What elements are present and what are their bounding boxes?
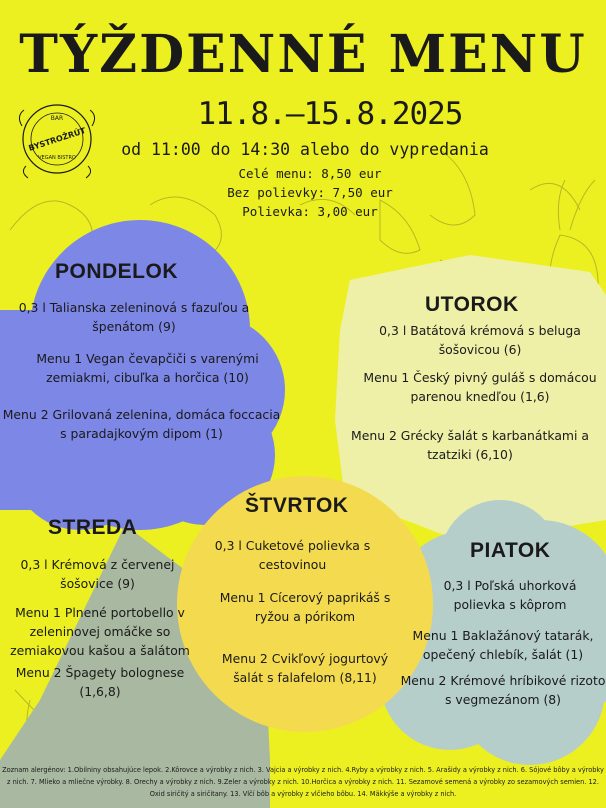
allergen-list: Zoznam alergénov: 1.Obilniny obsahujúce lepok. 2.Kôrovce a výrobky z nich. 3. Vajcia a výrobky z nich. 4.Ryby a výrobky z nich. 5. Arašidy a výrobky z nich. 6. Sójové bôby a výrobky z nich. 7. Mlieko a mliečne výrobky. 8. Orechy a výrobky z nich. 9.Zeler a výrobky z nich. 10.Horčica a výrobky z nich. 11. Sezamové semená a výrobky zo sezamových semien. 12. Oxid siričitý a siričitany. 13. Vlčí bôb a výrobky z vlčieho bôbu. 14. Mäkkýše a výrobky z nich. [2, 766, 604, 798]
thursday-menu-2: Menu 2 Cvikľový jogurtový šalát s falafelom (8,11) [221, 651, 389, 685]
monday-title: PONDELOK [55, 260, 179, 283]
monday-soup: 0,3 l Talianska zeleninová s fazuľou a špenátom (9) [18, 300, 250, 334]
wednesday-soup: 0,3 l Krémová z červenej šošovice (9) [20, 557, 175, 591]
logo-name: BYSTROŽRÚT [27, 125, 87, 153]
friday-title: PIATOK [470, 539, 551, 562]
logo-sub-text: VEGAN BISTRO [38, 155, 76, 161]
monday-menu-1: Menu 1 Vegan čevapčiči s varenými zemiakmi, cibuľka a horčica (10) [36, 351, 259, 385]
tuesday-menu-1: Menu 1 Český pivný guláš s domácou parenou knedľou (1,6) [363, 370, 597, 404]
friday-menu-2: Menu 2 Krémové hríbikové rizoto s vegmezánom (8) [400, 673, 606, 707]
friday-menu-1: Menu 1 Baklažánový tatarák, opečený chlebík, šalát (1) [412, 628, 594, 662]
price-soup: Polievka: 3,00 eur [242, 204, 378, 219]
price-without-soup: Bez polievky: 7,50 eur [227, 185, 393, 200]
price-full-menu: Celé menu: 8,50 eur [238, 166, 382, 181]
price-list [200, 164, 420, 221]
page-title: TÝŽDENNÉ MENU [19, 24, 587, 85]
monday-menu-2: Menu 2 Grilovaná zelenina, domáca foccacia s paradajkovým dipom (1) [2, 407, 281, 441]
friday-soup: 0,3 l Poľská uhorková polievka s kôprom [443, 578, 577, 612]
opening-hours: od 11:00 do 14:30 alebo do vypredania [121, 140, 489, 159]
thursday-menu-1: Menu 1 Cícerový paprikáš s ryžou a pórikom [219, 590, 391, 624]
bistro-logo [14, 96, 100, 182]
tuesday-title: UTOROK [425, 293, 519, 316]
tuesday-menu-2: Menu 2 Grécky šalát s karbanátkami a tzatziki (6,10) [351, 428, 589, 462]
wednesday-menu-1: Menu 1 Plnené portobello v zeleninovej omáčke so zemiakovou kašou a šalátom [10, 605, 190, 658]
thursday-title: ŠTVRTOK [245, 494, 349, 517]
wednesday-title: STREDA [48, 516, 138, 539]
tuesday-soup: 0,3 l Batátová krémová s beluga šošovicou (6) [379, 323, 581, 357]
thursday-soup: 0,3 l Cuketové polievka s cestovinou [214, 538, 371, 572]
logo-top-text: BAR [50, 115, 64, 122]
wednesday-menu-2: Menu 2 Špagety bolognese (1,6,8) [15, 665, 185, 699]
date-range: 11.8.–15.8.2025 [197, 96, 463, 132]
